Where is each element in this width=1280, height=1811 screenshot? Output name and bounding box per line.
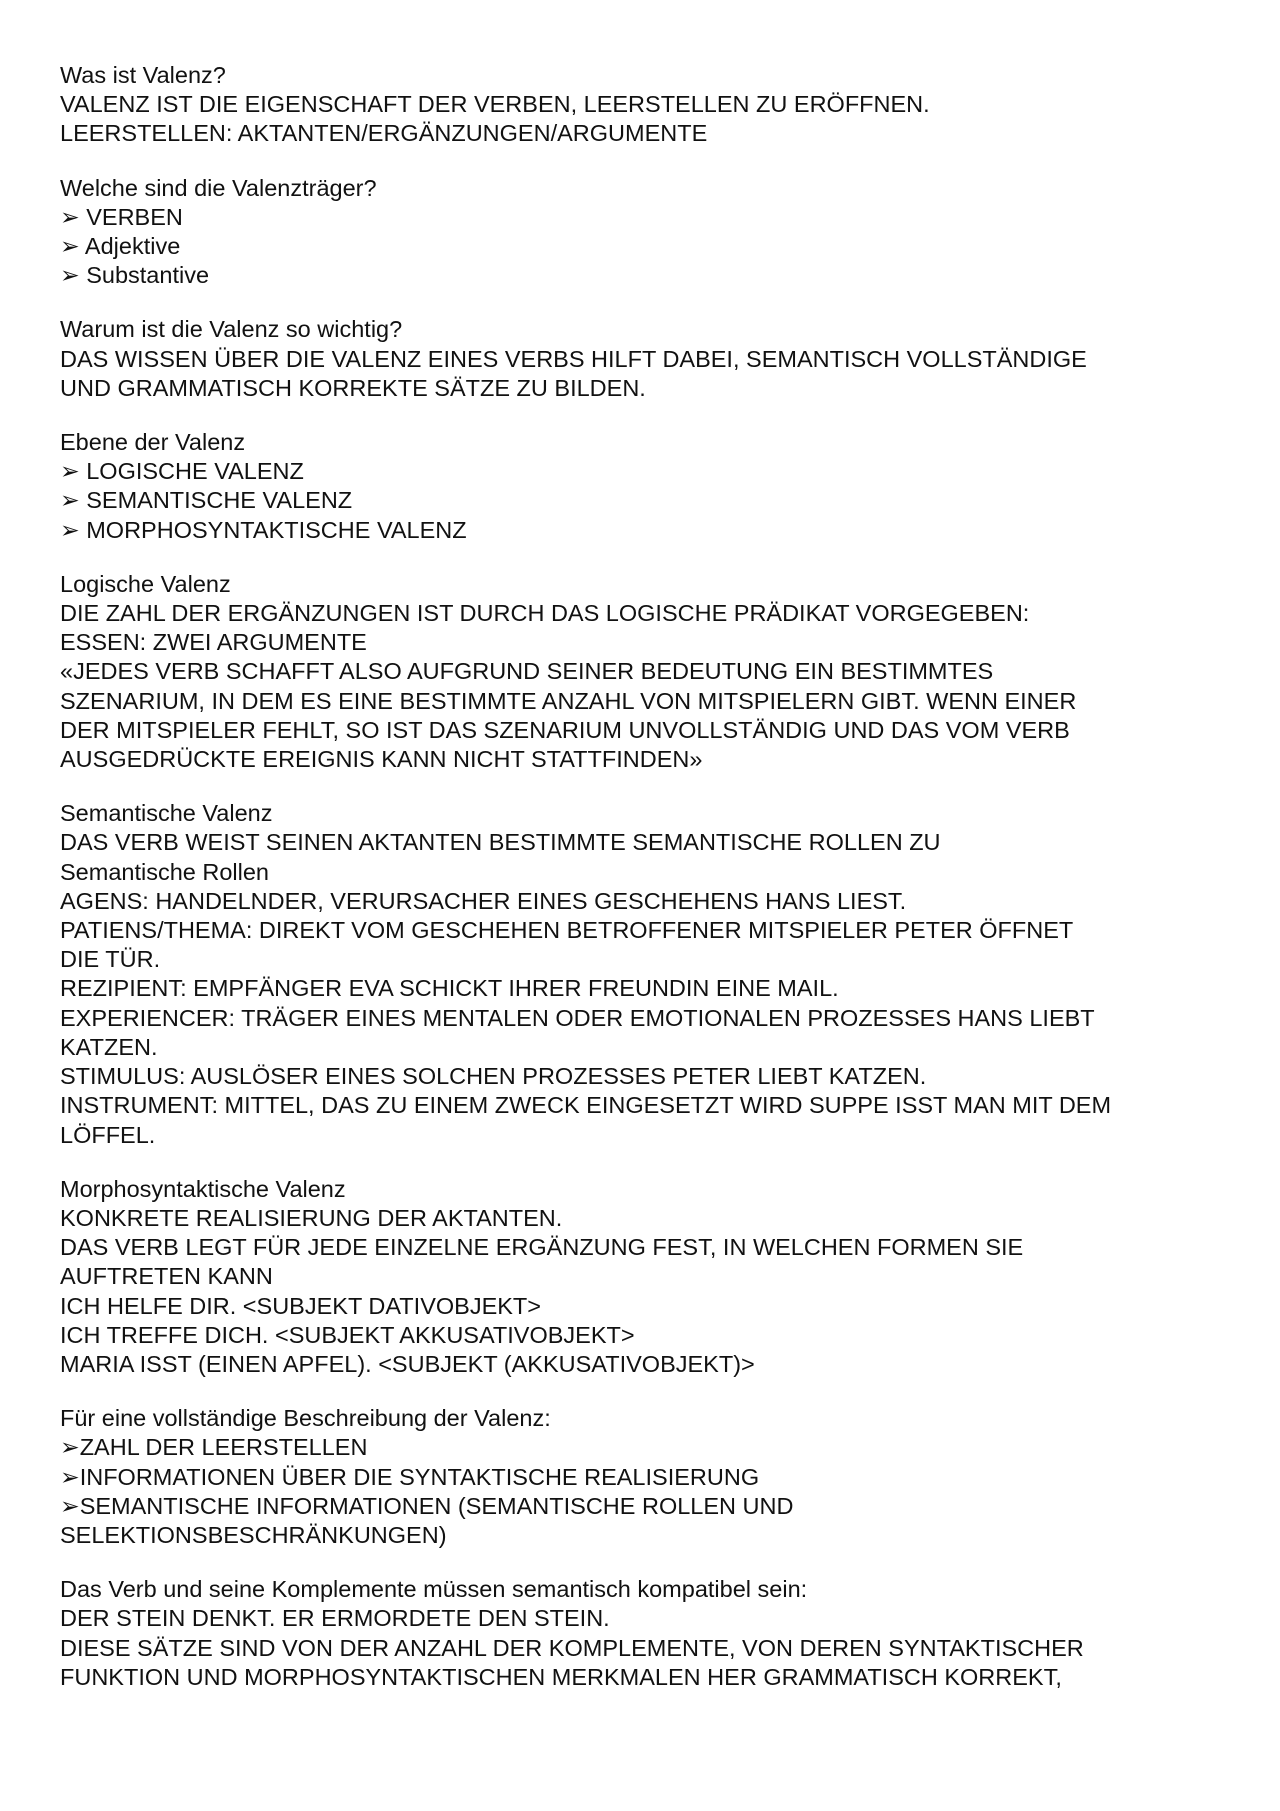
role-line: INSTRUMENT: MITTEL, DAS ZU EINEM ZWECK EINGESETZT WIRD SUPPE ISST MAN MIT DEM xyxy=(60,1092,1112,1119)
example-line: ICH HELFE DIR. <SUBJEKT DATIVOBJEKT> xyxy=(60,1292,541,1319)
bullet-item: ➢ Substantive xyxy=(60,262,210,289)
section-heading: Das Verb und seine Komplemente müssen semantisch kompatibel sein: xyxy=(60,1576,808,1603)
quote-line: «JEDES VERB SCHAFFT ALSO AUFGRUND SEINER BEDEUTUNG EIN BESTIMMTES xyxy=(60,658,994,685)
text-line: AUFTRETEN KANN xyxy=(60,1263,273,1290)
section-valenztraeger xyxy=(60,174,1240,291)
section-morphosyntaktische-valenz xyxy=(60,1175,1240,1379)
example-line: ICH TREFFE DICH. <SUBJEKT AKKUSATIVOBJEKT> xyxy=(60,1321,635,1348)
document-body xyxy=(60,61,1240,1717)
text-line: DIE ZAHL DER ERGÄNZUNGEN IST DURCH DAS LOGISCHE PRÄDIKAT VORGEGEBEN: xyxy=(60,600,1030,627)
role-line: PATIENS/THEMA: DIREKT VOM GESCHEHEN BETROFFENER MITSPIELER PETER ÖFFNET xyxy=(60,917,1074,944)
role-line: AGENS: HANDELNDER, VERURSACHER EINES GESCHEHENS HANS LIEST. xyxy=(60,887,907,914)
role-line: DIE TÜR. xyxy=(60,946,161,973)
role-line: EXPERIENCER: TRÄGER EINES MENTALEN ODER EMOTIONALEN PROZESSES HANS LIEBT xyxy=(60,1004,1095,1031)
bullet-item: ➢ SEMANTISCHE VALENZ xyxy=(60,487,353,514)
role-line: KATZEN. xyxy=(60,1033,158,1060)
subheading: Semantische Rollen xyxy=(60,858,269,885)
text-line: LEERSTELLEN: AKTANTEN/ERGÄNZUNGEN/ARGUMENTE xyxy=(60,120,708,147)
bullet-item: ➢ LOGISCHE VALENZ xyxy=(60,458,304,485)
text-line: DAS VERB LEGT FÜR JEDE EINZELNE ERGÄNZUNG FEST, IN WELCHEN FORMEN SIE xyxy=(60,1234,1024,1261)
section-heading: Ebene der Valenz xyxy=(60,429,246,456)
section-logische-valenz xyxy=(60,570,1240,774)
section-heading: Logische Valenz xyxy=(60,570,231,597)
role-line: REZIPIENT: EMPFÄNGER EVA SCHICKT IHRER FREUNDIN EINE MAIL. xyxy=(60,975,839,1002)
section-semantisch-kompatibel xyxy=(60,1575,1240,1692)
section-heading: Was ist Valenz? xyxy=(60,62,226,88)
section-heading: Welche sind die Valenzträger? xyxy=(60,174,377,201)
text-line: SELEKTIONSBESCHRÄNKUNGEN) xyxy=(60,1521,447,1548)
section-heading: Semantische Valenz xyxy=(60,800,273,827)
section-heading: Warum ist die Valenz so wichtig? xyxy=(60,316,403,343)
text-line: KONKRETE REALISIERUNG DER AKTANTEN. xyxy=(60,1204,563,1231)
bullet-item: ➢ MORPHOSYNTAKTISCHE VALENZ xyxy=(60,516,467,543)
text-line: DIESE SÄTZE SIND VON DER ANZAHL DER KOMPLEMENTE, VON DEREN SYNTAKTISCHER xyxy=(60,1634,1084,1661)
text-line: FUNKTION UND MORPHOSYNTAKTISCHEN MERKMALEN HER GRAMMATISCH KORREKT, xyxy=(60,1663,1062,1690)
quote-line: SZENARIUM, IN DEM ES EINE BESTIMMTE ANZAHL VON MITSPIELERN GIBT. WENN EINER xyxy=(60,687,1077,714)
section-ebene-der-valenz xyxy=(60,428,1240,545)
bullet-item: ➢ZAHL DER LEERSTELLEN xyxy=(60,1434,368,1461)
section-heading: Morphosyntaktische Valenz xyxy=(60,1175,346,1202)
section-warum-wichtig xyxy=(60,315,1240,403)
bullet-item: ➢ VERBEN xyxy=(60,203,183,230)
section-heading: Für eine vollständige Beschreibung der Valenz: xyxy=(60,1405,551,1432)
role-line: LÖFFEL. xyxy=(60,1121,156,1148)
text-line: ESSEN: ZWEI ARGUMENTE xyxy=(60,629,367,656)
bullet-item: ➢SEMANTISCHE INFORMATIONEN (SEMANTISCHE ROLLEN UND xyxy=(60,1492,794,1519)
example-line: DER STEIN DENKT. ER ERMORDETE DEN STEIN. xyxy=(60,1605,610,1632)
text-line: UND GRAMMATISCH KORREKTE SÄTZE ZU BILDEN. xyxy=(60,374,646,401)
section-was-ist-valenz xyxy=(60,61,1240,149)
section-vollstaendige-beschreibung xyxy=(60,1404,1240,1550)
text-line: DAS VERB WEIST SEINEN AKTANTEN BESTIMMTE SEMANTISCHE ROLLEN ZU xyxy=(60,829,941,856)
quote-line: AUSGEDRÜCKTE EREIGNIS KANN NICHT STATTFINDEN» xyxy=(60,746,703,773)
example-line: MARIA ISST (EINEN APFEL). <SUBJEKT (AKKUSATIVOBJEKT)> xyxy=(60,1350,755,1377)
text-line: VALENZ IST DIE EIGENSCHAFT DER VERBEN, LEERSTELLEN ZU ERÖFFNEN. xyxy=(60,91,930,118)
text-line: DAS WISSEN ÜBER DIE VALENZ EINES VERBS HILFT DABEI, SEMANTISCH VOLLSTÄNDIGE xyxy=(60,345,1087,372)
section-semantische-valenz xyxy=(60,799,1240,1149)
role-line: STIMULUS: AUSLÖSER EINES SOLCHEN PROZESSES PETER LIEBT KATZEN. xyxy=(60,1063,927,1090)
bullet-item: ➢ Adjektive xyxy=(60,233,181,260)
bullet-item: ➢INFORMATIONEN ÜBER DIE SYNTAKTISCHE REALISIERUNG xyxy=(60,1463,760,1490)
quote-line: DER MITSPIELER FEHLT, SO IST DAS SZENARIUM UNVOLLSTÄNDIG UND DAS VOM VERB xyxy=(60,716,1070,743)
